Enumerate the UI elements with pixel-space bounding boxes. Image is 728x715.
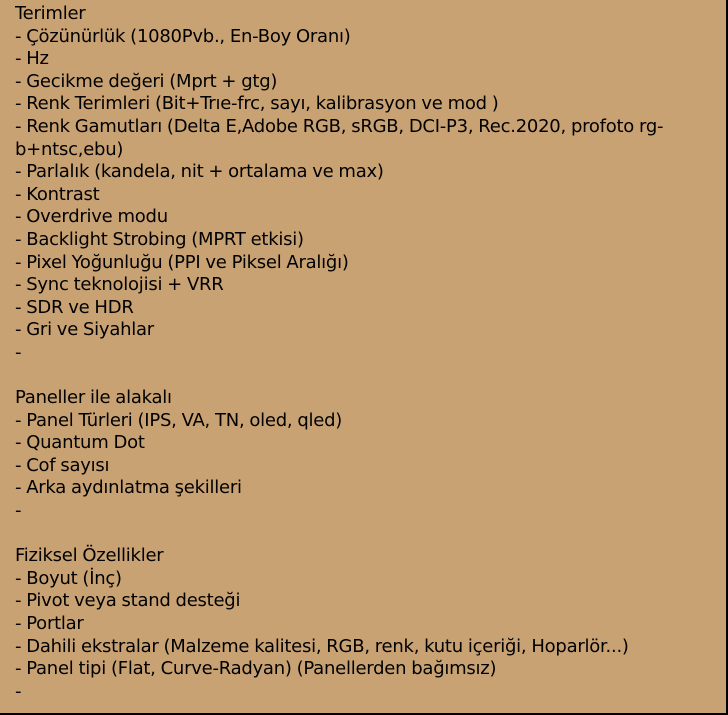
list-item: - Panel Türleri (IPS, VA, TN, oled, qled) [15,409,343,431]
section-title: Fiziksel Özellikler [15,545,164,567]
list-item: - Overdrive modu [15,206,168,228]
section-paneller [15,387,723,523]
list-item: - Parlalık (kandela, nit + ortalama ve max) [15,161,384,183]
list-item: - Dahili ekstralar (Malzeme kalitesi, RGB, renk, kutu içeriği, Hoparlör...) [15,635,629,657]
list-item: - SDR ve HDR [15,296,134,318]
list-item: - Renk Terimleri (Bit+Trıe-frc, sayı, kalibrasyon ve mod ) [15,93,499,115]
document-text [15,3,723,703]
list-item-empty: - [15,500,22,522]
list-item: - Kontrast [15,183,100,205]
section-fiziksel [15,545,723,703]
list-item: - Gri ve Siyahlar [15,319,154,341]
list-item: - Pixel Yoğunluğu (PPI ve Piksel Aralığı) [15,251,349,273]
list-item: - Backlight Strobing (MPRT etkisi) [15,228,304,250]
list-item-empty: - [15,341,22,363]
section-spacer [15,365,723,388]
list-item: - Sync teknolojisi + VRR [15,274,224,296]
section-terimler [15,3,723,365]
list-item-empty: - [15,680,22,702]
list-item: - Panel tipi (Flat, Curve-Radyan) (Panellerden bağımsız) [15,658,497,680]
list-item-continuation: b+ntsc,ebu) [15,138,124,160]
section-title: Paneller ile alakalı [15,387,172,409]
list-item: - Renk Gamutları (Delta E,Adobe RGB, sRGB, DCI-P3, Rec.2020, profoto rg- [15,115,664,137]
list-item: - Hz [15,48,49,70]
list-item: - Quantum Dot [15,432,145,454]
list-item: - Boyut (İnç) [15,567,122,589]
list-item: - Çözünürlük (1080Pvb., En-Boy Oranı) [15,25,351,47]
list-item: - Gecikme değeri (Mprt + gtg) [15,70,278,92]
list-item: - Portlar [15,613,84,635]
list-item: - Pivot veya stand desteği [15,590,241,612]
list-item: - Arka aydınlatma şekilleri [15,477,242,499]
section-spacer [15,523,723,546]
section-title: Terimler [15,3,86,24]
list-item: - Cof sayısı [15,454,110,476]
